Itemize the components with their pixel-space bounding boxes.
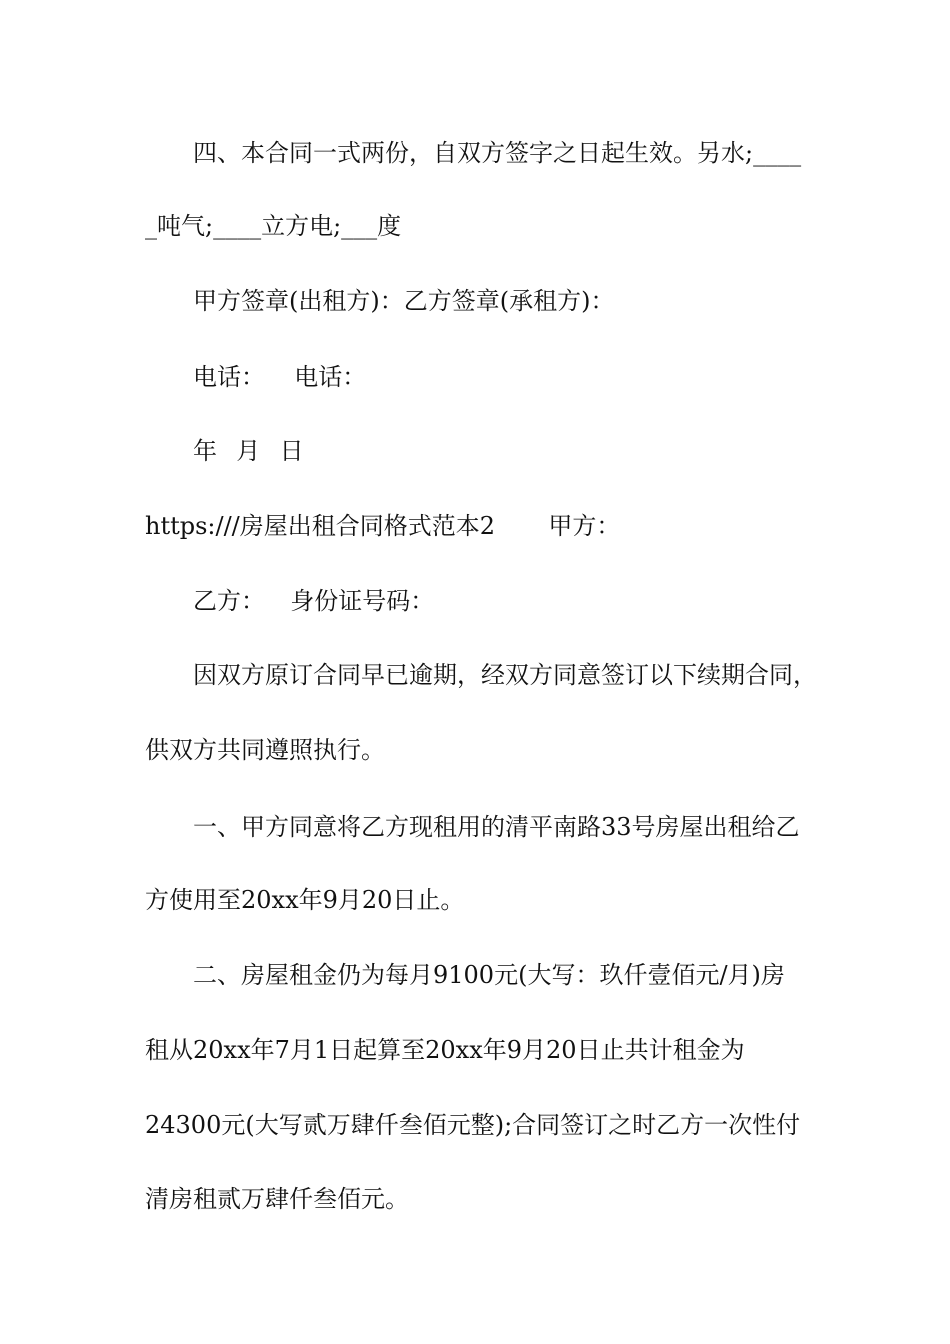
clause-1-line-1: [145, 812, 873, 842]
clause-2-text-3: 24300元(大写贰万肆仟叁佰元整);合同签订之时乙方一次性付: [145, 1111, 801, 1139]
template-title: https:///房屋出租合同格式范本2: [145, 512, 496, 540]
month-label: 月: [236, 437, 261, 465]
clause-2-text-1: 二、房屋租金仍为每月9100元(大写：玖仟壹佰元/月)房: [193, 961, 785, 989]
party-a-label: 甲方：: [548, 512, 621, 540]
clause-1-text-1: 一、甲方同意将乙方现租用的清平南路33号房屋出租给乙: [193, 813, 800, 841]
date-line: [145, 436, 873, 466]
template-title-line: [145, 511, 825, 541]
year-label: 年: [193, 437, 217, 465]
clause-2-text-2: 租从20xx年7月1日起算至20xx年9月20日止共计租金为: [145, 1036, 745, 1064]
clause-2-line-1: [145, 960, 873, 990]
clause-2-line-4: [145, 1184, 825, 1214]
signature-labels: 甲方签章(出租方)：乙方签章(承租方)：: [193, 287, 615, 315]
preamble-line-2: [145, 735, 825, 765]
clause-4-text: 四、本合同一式两份，自双方签字之日起生效。另水;____: [193, 139, 802, 167]
preamble-text-1: 因双方原订合同早已逾期，经双方同意签订以下续期合同，: [193, 661, 817, 689]
day-label: 日: [279, 437, 304, 465]
clause-4-line-2: [145, 211, 825, 241]
party-a-phone-label: 电话：: [193, 363, 265, 391]
preamble-line-1: [145, 660, 873, 690]
utilities-text: _吨气;____立方电;___度: [145, 212, 402, 240]
clause-1-text-2: 方使用至20xx年9月20日止。: [145, 886, 465, 914]
party-b-phone-label: 电话：: [294, 363, 367, 391]
clause-2-text-4: 清房租贰万肆仟叁佰元。: [145, 1185, 409, 1213]
clause-4-line-1: [145, 138, 873, 168]
phone-line: [145, 362, 873, 392]
id-number-label: 身份证号码：: [290, 587, 435, 615]
clause-2-line-3: [145, 1110, 825, 1140]
party-b-line: [145, 586, 873, 616]
clause-1-line-2: [145, 885, 825, 915]
clause-2-line-2: [145, 1035, 825, 1065]
party-b-label: 乙方：: [193, 587, 265, 615]
preamble-text-2: 供双方共同遵照执行。: [145, 736, 385, 764]
signature-line: [145, 286, 873, 316]
